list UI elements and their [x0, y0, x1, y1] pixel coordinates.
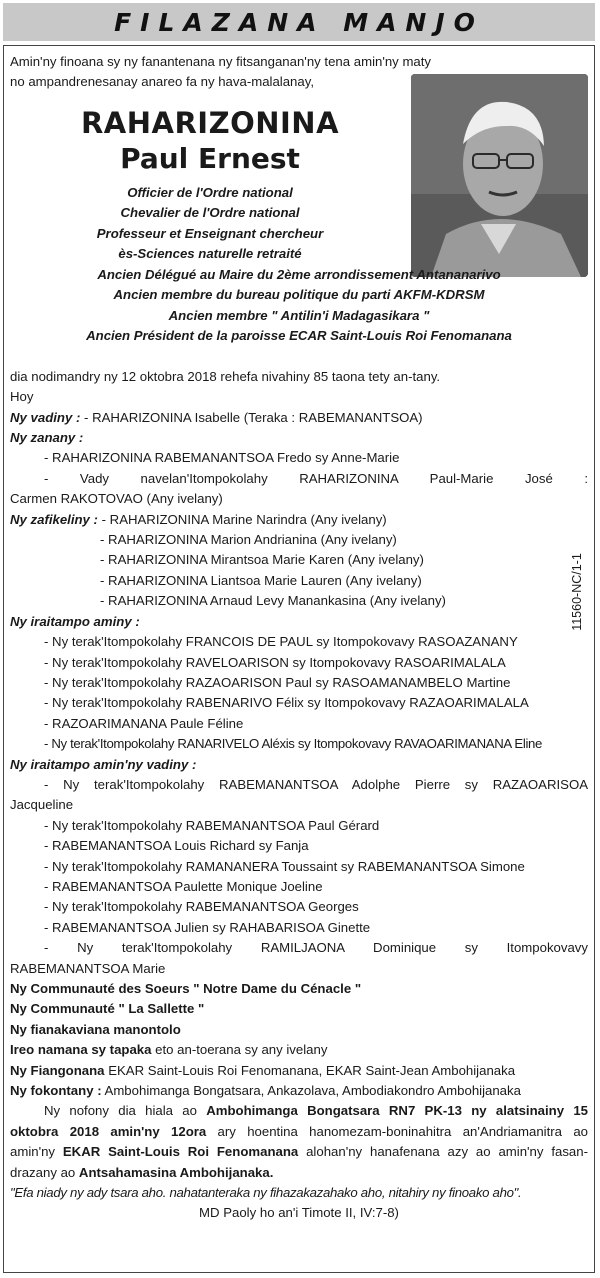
sibling-item: - Ny terak'Itompokolahy RAZAOARISON Paul sy RASOAMANAMBELO Martine: [44, 674, 511, 690]
sibling-item: - Ny terak'Itompokolahy RAVELOARISON sy Itompokovavy RASOARIMALALA: [44, 654, 506, 670]
spouse-sibling-item: - Ny terak'Itompokolahy RAMILJAONA Dominique sy Itompokovavy: [44, 940, 588, 956]
title-line: Ancien membre " Antilin'i Madagasikara ": [168, 307, 430, 323]
announcement: [10, 367, 588, 408]
children-item: - RAHARIZONINA RABEMANANTSOA Fredo sy Anne-Marie: [44, 450, 400, 466]
fokontany-text: Ambohimanga Bongatsara, Ankazolava, Ambodiakondro Ambohijanaka: [101, 1083, 521, 1099]
spouse-sibling-item: - RABEMANANTSOA Julien sy RAHABARISOA Ginette: [44, 919, 371, 935]
church-line: [10, 1061, 588, 1081]
sibling-item: - Ny terak'Itompokolahy RABENARIVO Félix sy Itompokovavy RAZAOARIMALALA: [44, 695, 529, 711]
funeral-place: Ambohimanga Bongatsara RN7 PK-13 ny alatsinainy 15: [206, 1103, 588, 1119]
title-line: ès-Sciences naturelle retraité: [118, 246, 302, 262]
spouse-sibling-item: - RABEMANANTSOA Paulette Monique Joeline: [44, 878, 323, 894]
deceased-surname: RAHARIZONINA: [80, 105, 340, 140]
spouse-sibling-item: - Ny terak'Itompokolahy RAMANANERA Toussaint sy RABEMANANTSOA Simone: [44, 858, 525, 874]
church-text: EKAR Saint-Louis Roi Fenomanana, EKAR Saint-Jean Ambohijanaka: [104, 1062, 516, 1078]
title-line: Officier de l'Ordre national: [127, 184, 293, 200]
header-banner: [3, 3, 595, 41]
intro-line: no ampandrenesanay anareo fa ny hava-malalanay,: [10, 74, 315, 90]
friends-label: Ireo namana sy tapaka: [10, 1042, 152, 1058]
announcement-line: dia nodimandry ny 12 oktobra 2018 rehefa nivahiny 85 taona tety an-tany.: [10, 368, 441, 384]
church-label: Ny Fiangonana: [10, 1062, 105, 1078]
fokontany-line: [10, 1081, 588, 1101]
grandchild-item: - RAHARIZONINA Marion Andrianina (Any ivelany): [100, 532, 397, 548]
children-item-cont: Carmen RAKOTOVAO (Any ivelany): [10, 491, 223, 507]
intro-line: Amin'ny finoana sy ny fanantenana ny fitsanganan'ny tena amin'ny maty: [10, 54, 432, 69]
sibling-item: - Ny terak'Itompokolahy RANARIVELO Aléxis sy Itompokovavy RAVAOARIMANANA Eline: [44, 736, 543, 752]
fokontany-label: Ny fokontany :: [10, 1083, 102, 1099]
community-line: Ny Communauté des Soeurs " Notre Dame du Cénacle ": [10, 981, 362, 996]
spouse-siblings-label: Ny iraitampo amin'ny vadiny :: [10, 756, 197, 772]
spouse-sibling-item: - Ny terak'Itompokolahy RABEMANANTSOA Georges: [44, 899, 359, 915]
children-label: Ny zanany :: [10, 430, 84, 446]
title-line: Chevalier de l'Ordre national: [120, 205, 300, 221]
community-line: Ny fianakaviana manontolo: [10, 1021, 181, 1037]
grandchildren-first: - RAHARIZONINA Marine Narindra (Any ivelany): [97, 511, 387, 527]
funeral-burial: Antsahamasina Ambohijanaka.: [78, 1164, 274, 1180]
spouse-line: [10, 408, 588, 428]
announcement-line: Hoy: [10, 389, 34, 405]
obituary-body: [10, 52, 588, 1224]
reference-code-text: 11560-NC/1-1: [569, 553, 584, 631]
funeral-church: EKAR Saint-Louis Roi Fenomanana: [62, 1144, 299, 1160]
spouse-sibling-item: - RABEMANANTSOA Louis Richard sy Fanja: [44, 838, 309, 854]
grandchildren-line: [10, 510, 588, 530]
spouse-sibling-item: - Ny terak'Itompokolahy RABEMANANTSOA Paul Gérard: [44, 817, 380, 833]
spouse-sibling-item: - Ny terak'Itompokolahy RABEMANANTSOA Adolphe Pierre sy RAZAOARISOA: [44, 776, 588, 792]
header-title: FILAZANA MANJO: [114, 7, 484, 37]
funeral-text: alohan'ny hanafenana azy ao amin'ny fasan-: [298, 1144, 588, 1160]
spouse-sibling-item-cont: RABEMANANTSOA Marie: [10, 960, 166, 976]
grandchildren-label: Ny zafikeliny :: [10, 511, 98, 527]
funeral-line: [10, 1163, 588, 1183]
spouse-text: - RAHARIZONINA Isabelle (Teraka : RABEMANANTSOA): [80, 409, 423, 425]
title-line: Ancien Délégué au Maire du 2ème arrondissement Antananarivo: [97, 266, 501, 282]
friends-text: eto an-toerana sy any ivelany: [151, 1042, 328, 1058]
honorary-titles: [10, 183, 588, 347]
friends-line: [10, 1040, 588, 1060]
intro: [10, 52, 432, 93]
funeral-text: ary hoentina hanomezam-boninahitra an'Andriamanitra ao: [206, 1123, 589, 1139]
sibling-item: - Ny terak'Itompokolahy FRANCOIS DE PAUL sy Itompokovavy RASOAZANANY: [44, 634, 518, 650]
siblings-label: Ny iraitampo aminy :: [10, 613, 140, 629]
title-line: Ancien Président de la paroisse ECAR Saint-Louis Roi Fenomanana: [86, 328, 512, 344]
community-line: Ny Communauté " La Sallette ": [10, 1001, 205, 1017]
bible-reference: MD Paoly ho an'i Timote II, IV:7-8): [199, 1205, 399, 1221]
title-line: Ancien membre du bureau politique du parti AKFM-KDRSM: [113, 287, 485, 303]
funeral-text: Ny nofony dia hiala ao: [44, 1103, 207, 1119]
title-line: Professeur et Enseignant chercheur: [96, 225, 324, 241]
grandchild-item: - RAHARIZONINA Arnaud Levy Manankasina (Any ivelany): [100, 593, 446, 609]
bible-verse: "Efa niady ny ady tsara aho. nahatanteraka ny fihazakazahako aho, nitahiry ny finoako aho".: [10, 1185, 522, 1201]
funeral-line: [10, 1142, 588, 1162]
sibling-item: - RAZOARIMANANA Paule Féline: [44, 715, 244, 731]
deceased-given-names: Paul Ernest: [120, 141, 300, 175]
funeral-line: [10, 1101, 588, 1121]
grandchild-item: - RAHARIZONINA Mirantsoa Marie Karen (Any ivelany): [100, 552, 424, 568]
funeral-text: amin'ny: [10, 1144, 63, 1160]
spouse-sibling-item-cont: Jacqueline: [10, 797, 74, 813]
spouse-label: Ny vadiny :: [10, 409, 81, 425]
grandchild-item: - RAHARIZONINA Liantsoa Marie Lauren (Any ivelany): [100, 572, 422, 588]
funeral-line: [10, 1122, 588, 1142]
funeral-date: oktobra 2018 amin'ny 12ora: [10, 1123, 207, 1139]
funeral-text: drazany ao: [10, 1164, 79, 1180]
children-item: - Vady navelan'Itompokolahy RAHARIZONINA Paul-Marie José :: [44, 470, 588, 486]
